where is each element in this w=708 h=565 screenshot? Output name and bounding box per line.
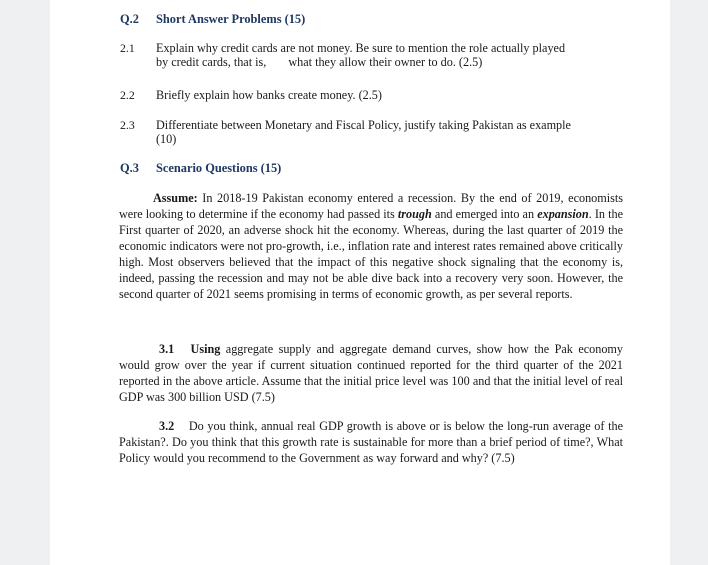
q3-number: Q.3: [120, 161, 139, 175]
question-text-line2: (10): [156, 132, 177, 146]
question-3-1: [119, 341, 623, 405]
q3-title: Scenario Questions (15): [156, 161, 282, 175]
question-number: 2.1: [120, 41, 135, 55]
question-text-part: by credit cards, that is,: [156, 55, 267, 69]
subquestion-lead: Using: [190, 342, 221, 356]
subquestion-text: aggregate supply and aggregate demand curves, show how the Pak economy would grow over the year if current situation continued reported for the third quarter of the 2021 reported in the above article. Assume that the initial price level was 100 and that the initial level of real GDP was 300 billion USD (7.5): [119, 342, 623, 404]
q2-heading: [120, 12, 305, 27]
question-3-2: [119, 418, 623, 466]
subquestion-number: 3.2: [159, 419, 175, 433]
scenario-text: In 2018-19 Pakistan economy entered a recession. By the end of 2019, economists were looking to determine if the economy had passed its: [119, 191, 623, 221]
question-2-3: [120, 118, 620, 146]
question-number: 2.3: [120, 118, 135, 132]
scenario-term-trough: trough: [397, 207, 432, 221]
scenario-term-expansion: expansion: [537, 207, 589, 221]
q2-title: Short Answer Problems (15): [156, 12, 306, 26]
question-text-line1: Briefly explain how banks create money. (2.5): [156, 88, 382, 102]
subquestion-text: Do you think, annual real GDP growth is above or is below the long-run average of the Pakistan?. Do you think that this growth rate is sustainable for more than a brief period of time?, What Policy would you recommend to the Government as way forward and why? (7.5): [119, 419, 623, 465]
q2-number: Q.2: [120, 12, 139, 26]
q3-heading: [120, 161, 281, 176]
question-2-2: [120, 88, 620, 102]
question-number: 2.2: [120, 88, 135, 102]
question-text-line1: Differentiate between Monetary and Fiscal Policy, justify taking Pakistan as example: [156, 118, 571, 132]
question-2-1: [120, 41, 620, 69]
question-text-line2: [156, 55, 620, 69]
scenario-text: and emerged into an: [431, 207, 538, 221]
question-text-line1: Explain why credit cards are not money. Be sure to mention the role actually played: [156, 41, 566, 55]
document-page: [50, 0, 670, 565]
scenario-text: . In the First quarter of 2020, an adverse shock hit the economy. Whereas, during the last quarter of 2019 the economic indicators were not pro-growth, i.e., inflation rate and interest rates remained above critically high. Most observers believed that the impact of this negative shock signaling that the economy is, indeed, passing the recession and may not be able dive back into a recovery very soon. However, the second quarter of 2021 seems promising in terms of economic growth, as per several reports.: [119, 207, 623, 301]
question-text-part: what they allow their owner to do. (2.5): [288, 55, 483, 69]
subquestion-number: 3.1: [159, 342, 175, 356]
scenario-paragraph: [119, 190, 623, 302]
scenario-label: Assume:: [153, 191, 198, 205]
